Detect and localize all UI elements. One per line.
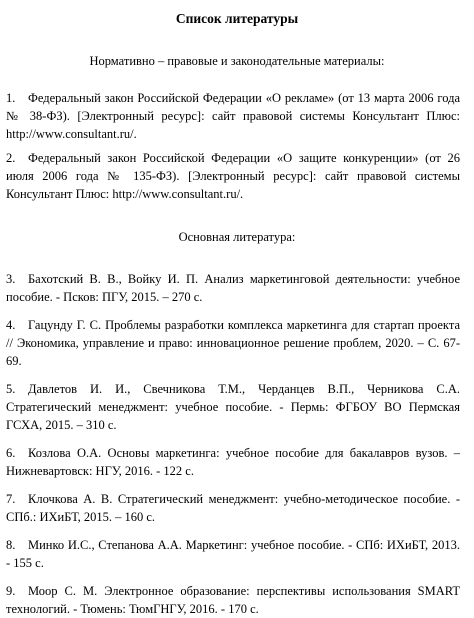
reference-number: 3. bbox=[6, 272, 16, 286]
reference-number: 9. bbox=[6, 584, 16, 598]
reference-item bbox=[6, 270, 460, 306]
main-literature-list bbox=[6, 270, 460, 618]
reference-item bbox=[6, 149, 460, 203]
reference-text: Минко И.С., Степанова А.А. Маркетинг: учебное пособие. - СПб: ИХиБТ, 2013. - 155 с. bbox=[6, 538, 460, 570]
reference-text: Давлетов И. И., Свечникова Т.М., Черданцев В.П., Черникова С.А. Стратегический менеджмент: учебное пособие. - Пермь: ФГБОУ ВО Пермская ГСХА, 2015. – 310 с. bbox=[6, 382, 460, 432]
reference-item bbox=[6, 444, 460, 480]
reference-item bbox=[6, 89, 460, 143]
reference-number: 2. bbox=[6, 151, 16, 165]
reference-number: 4. bbox=[6, 318, 16, 332]
main-literature-heading: Основная литература: bbox=[178, 230, 296, 244]
reference-text: Бахотский В. В., Войку И. П. Анализ маркетинговой деятельности: учебное пособие. - Псков: ПГУ, 2015. – 270 с. bbox=[6, 272, 460, 304]
reference-number: 1. bbox=[6, 91, 16, 105]
reference-number: 6. bbox=[6, 446, 16, 460]
reference-number: 7. bbox=[6, 492, 16, 506]
reference-text: Козлова О.А. Основы маркетинга: учебное пособие для бакалавров вузов. – Нижневартовск: НГУ, 2016. - 122 с. bbox=[6, 446, 460, 478]
normative-heading: Нормативно – правовые и законодательные материалы: bbox=[89, 54, 385, 68]
reference-item bbox=[6, 380, 460, 434]
page-title: Список литературы bbox=[175, 11, 299, 26]
reference-item bbox=[6, 536, 460, 572]
reference-text: Моор С. М. Электронное образование: перспективы использования SMART технологий. - Тюмень: ТюмГНГУ, 2016. - 170 с. bbox=[6, 584, 460, 616]
reference-item bbox=[6, 316, 460, 370]
reference-item bbox=[6, 490, 460, 526]
normative-list bbox=[6, 89, 460, 203]
reference-number: 8. bbox=[6, 538, 16, 552]
reference-number: 5. bbox=[6, 382, 16, 396]
reference-text: Клочкова А. В. Стратегический менеджмент: учебно-методическое пособие. - СПб.: ИХиБТ, 2015. – 160 с. bbox=[6, 492, 460, 524]
reference-text: Федеральный закон Российской Федерации «О рекламе» (от 13 марта 2006 года № 38-ФЗ). [Электронный ресурс]: сайт правовой системы Консультант Плюс: http://www.consultant.ru/. bbox=[6, 91, 460, 141]
reference-text: Федеральный закон Российской Федерации «О защите конкуренции» (от 26 июля 2006 года № 135-ФЗ). [Электронный ресурс]: сайт правовой системы Консультант Плюс: http://www.consultant.ru/. bbox=[6, 151, 460, 201]
reference-text: Гацунду Г. С. Проблемы разработки комплекса маркетинга для стартап проекта // Экономика, управление и право: инновационное решение проблем, 2020. – С. 67-69. bbox=[6, 318, 460, 368]
reference-item bbox=[6, 582, 460, 618]
